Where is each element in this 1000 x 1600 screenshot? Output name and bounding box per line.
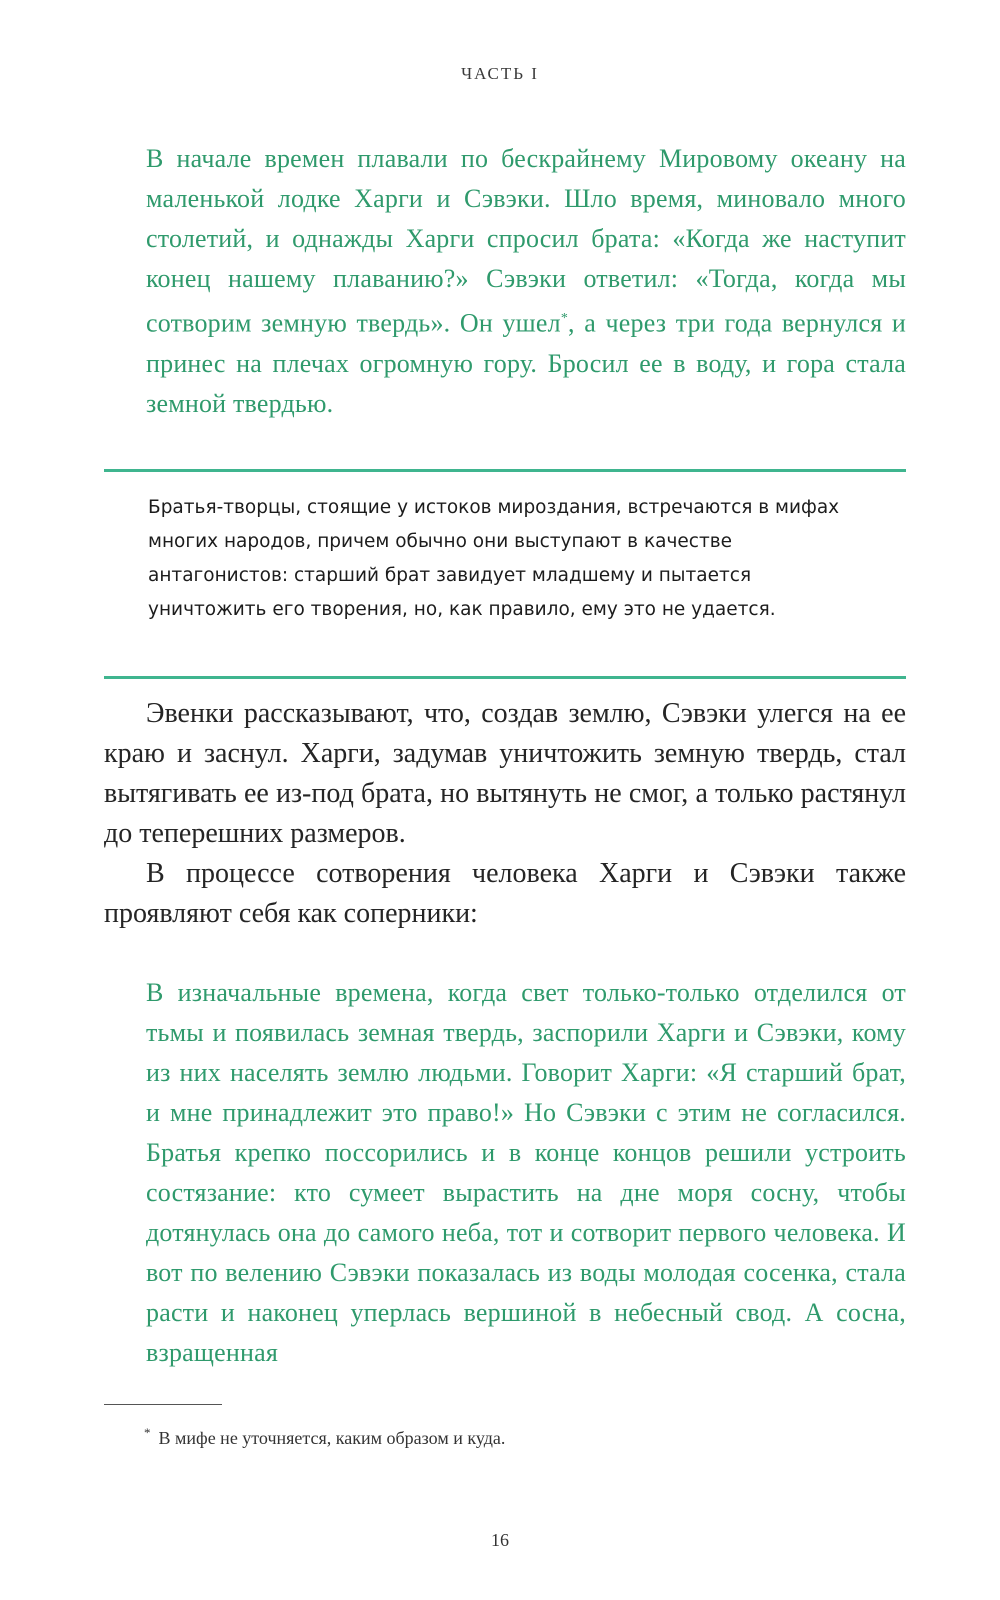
comment-top-rule <box>104 469 906 472</box>
myth-quote-creation-of-man <box>146 973 906 1373</box>
myth-quote-text-continued: , а через три года вернулся и принес на плечах огромную гору. Бросил ее в воду, и гора стала земной твердью. <box>146 308 906 418</box>
myth-quote-text: В начале времен плавали по бескрайнему Мировому океану на маленькой лодке Харги и Сэвэки. Шло время, миновало много столетий, и однажды Харги спросил брата: «Когда же наступит конец нашему плаванию?» Сэвэки ответил: «Тогда, когда мы сотворим земную твердь». Он ушел <box>146 144 906 338</box>
main-paragraph: В процессе сотворения человека Харги и Сэвэки также проявляют себя как соперники: <box>104 858 906 929</box>
footnote-separator <box>104 1404 222 1405</box>
commentary-box <box>148 491 852 627</box>
commentary-text: Братья-творцы, стоящие у истоков мироздания, встречаются в мифах многих народов, причем обычно они выступают в качестве антагонистов: старший брат завидует младшему и пытается уничтожить его творения, но, как правило, ему это не удается. <box>148 497 840 620</box>
running-head: ЧАСТЬ I <box>461 64 539 83</box>
main-paragraph: Эвенки рассказывают, что, создав землю, Сэвэки улегся на ее краю и заснул. Харги, задумав уничтожить земную твердь, стал вытягивать ее из-под брата, но вытянуть не смог, а только растянул до теперешних размеров. <box>104 698 906 849</box>
page-number: 16 <box>491 1530 509 1550</box>
comment-bottom-rule <box>104 676 906 679</box>
footnote-text: В мифе не уточняется, каким образом и куда. <box>158 1428 506 1448</box>
myth-quote-paragraph <box>146 139 906 424</box>
footnote-mark: * <box>144 1425 151 1440</box>
main-text <box>104 694 906 934</box>
footnote-reference[interactable]: * <box>560 311 569 326</box>
myth-quote-text: В изначальные времена, когда свет только-только отделился от тьмы и появилась земная твердь, заспорили Харги и Сэвэки, кому из них населять землю людьми. Говорит Харги: «Я старший брат, и мне принадлежит это право!» Но Сэвэки с этим не согласился. Братья крепко поссорились и в конце концов решили устроить состязание: кто сумеет вырастить на дне моря сосну, чтобы дотянулась она до самого неба, тот и сотворит первого человека. И вот по велению Сэвэки показалась из воды молодая сосенка, стала расти и наконец уперлась вершиной в небесный свод. А сосна, взращенная <box>146 978 906 1367</box>
myth-quote-creation-of-land <box>146 139 906 424</box>
footnote <box>144 1420 904 1451</box>
